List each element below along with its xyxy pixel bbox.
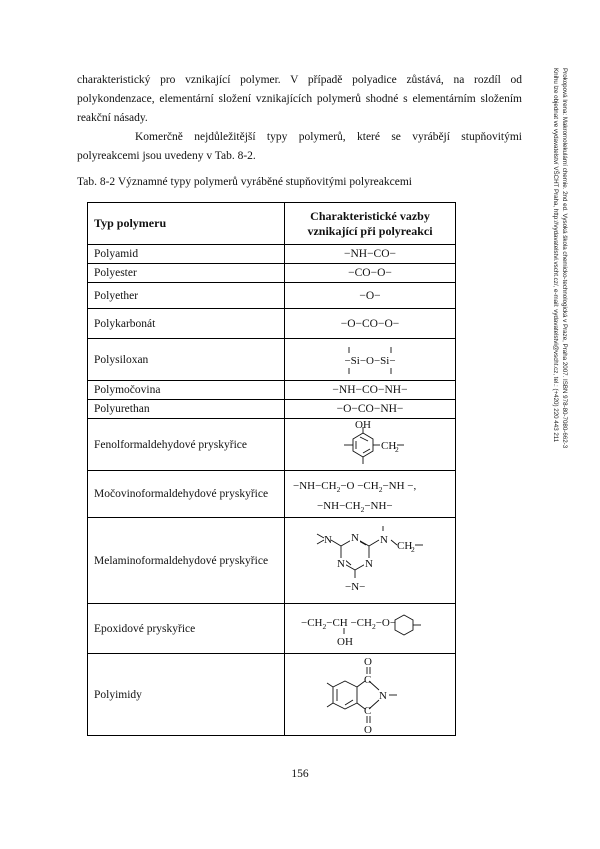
row-name: Polyurethan (88, 400, 285, 419)
row-bond: −CO−O− (285, 264, 456, 283)
paragraph-2: Komerčně nejdůležitější typy polymerů, které se vyrábějí stupňovitými polyreakcemi jsou uvedeny v Tab. 8-2. (77, 131, 522, 162)
row-name: Melaminoformaldehydové pryskyřice (88, 518, 285, 604)
paragraph-1: charakteristický pro vznikající polymer. V případě polyadice zůstává, na rozdíl od polykondenzace, elementární složení vznikajících polymerů shodné s elementárním složením reakční násady. (77, 74, 522, 124)
polymer-table (87, 202, 456, 736)
svg-text:N: N (380, 533, 388, 546)
svg-text:O: O (364, 723, 372, 735)
svg-text:−NH−CH2−O −CH2−NH −,: $-NH-CH_2-O -CH_2-NH$ −, (293, 480, 417, 494)
svg-text:CH: CH (397, 539, 413, 552)
row-name: Polyimidy (88, 654, 285, 736)
row-bond: −O− (285, 283, 456, 309)
row-name: Epoxidové pryskyřice (88, 604, 285, 654)
melamine-structure (295, 520, 445, 602)
epoxide-structure (295, 606, 445, 652)
table-row (88, 283, 456, 309)
svg-text:C: C (364, 704, 372, 717)
row-name: Polyester (88, 264, 285, 283)
row-name: Polyether (88, 283, 285, 309)
row-bond: −O−CO−O− (285, 309, 456, 339)
table-row (88, 604, 456, 654)
svg-text:C: C (364, 673, 372, 686)
svg-text:OH: OH (355, 419, 371, 431)
table-row (88, 245, 456, 264)
table-row (88, 471, 456, 518)
side-note-line-1: Prokopová Irena: Makromolekulární chemie. 2nd ed. Vysoká škola chemicko-technologická v Praze, Praha 2007. ISBN 978-80-7080-662-3 (561, 68, 568, 449)
svg-text:O: O (364, 655, 372, 668)
table-header-row (88, 203, 456, 245)
row-name: Fenolformaldehydové pryskyřice (88, 419, 285, 471)
svg-text:2: 2 (395, 444, 399, 454)
header-bonds (285, 203, 456, 245)
phenol-formaldehyde-structure (310, 420, 430, 470)
svg-text:−NH−CH2−NH−: $-NH-CH_2-NH-$ (317, 500, 393, 514)
svg-text:N: N (324, 533, 332, 546)
side-note (551, 68, 569, 588)
table-caption: Tab. 8-2 Významné typy polymerů vyráběné stupňovitými polyreakcemi (77, 176, 412, 188)
svg-text:N: N (337, 557, 345, 570)
row-bond: −O−CO−NH− (285, 400, 456, 419)
row-bond (285, 419, 456, 471)
row-bond: −NH−CO−NH− (285, 381, 456, 400)
row-bond (285, 518, 456, 604)
row-name: Polyamid (88, 245, 285, 264)
row-bond (285, 654, 456, 736)
table-row (88, 518, 456, 604)
header-bonds-line-1: Charakteristické vazby (310, 208, 430, 223)
row-name: Polykarbonát (88, 309, 285, 339)
table-row (88, 400, 456, 419)
row-bond: −NH−CO− (285, 245, 456, 264)
svg-text:2: 2 (411, 544, 415, 554)
polyimide-structure (295, 655, 445, 735)
urea-formaldehyde-structure (285, 472, 455, 516)
polysiloxan-structure (310, 341, 430, 379)
table-row (88, 339, 456, 381)
svg-text:−N−: −N− (345, 580, 366, 593)
svg-text:N: N (365, 557, 373, 570)
svg-text:CH: CH (381, 439, 397, 452)
table-row (88, 654, 456, 736)
table-row (88, 309, 456, 339)
row-name: Polymočovina (88, 381, 285, 400)
row-bond (285, 604, 456, 654)
side-note-line-2: Knihu lze objednat ve vydavatelství VŠCHT Praha, http://vydavatelstvi.vscht.cz/, e-mail: vydavatelstvi@vscht.cz, tel.: (+420) 220 443 211 (552, 68, 559, 443)
svg-text:N: N (351, 531, 359, 544)
row-bond (285, 471, 456, 518)
header-bonds-line-2: vznikající při polyreakci (307, 223, 433, 238)
row-name: Močovinoformaldehydové pryskyřice (88, 471, 285, 518)
row-bond (285, 339, 456, 381)
polysiloxan-formula: −Si−O−Si− (344, 354, 396, 367)
table-row (88, 264, 456, 283)
svg-text:OH: OH (337, 635, 353, 648)
row-name: Polysiloxan (88, 339, 285, 381)
header-polymer-type: Typ polymeru (88, 203, 285, 245)
svg-text:−CH2−CH −CH2−O−: $-CH_2-CH -CH_2-O-$ (301, 616, 397, 631)
table-row (88, 381, 456, 400)
table-row (88, 419, 456, 471)
svg-text:N: N (379, 689, 387, 702)
page-number: 156 (291, 768, 309, 780)
